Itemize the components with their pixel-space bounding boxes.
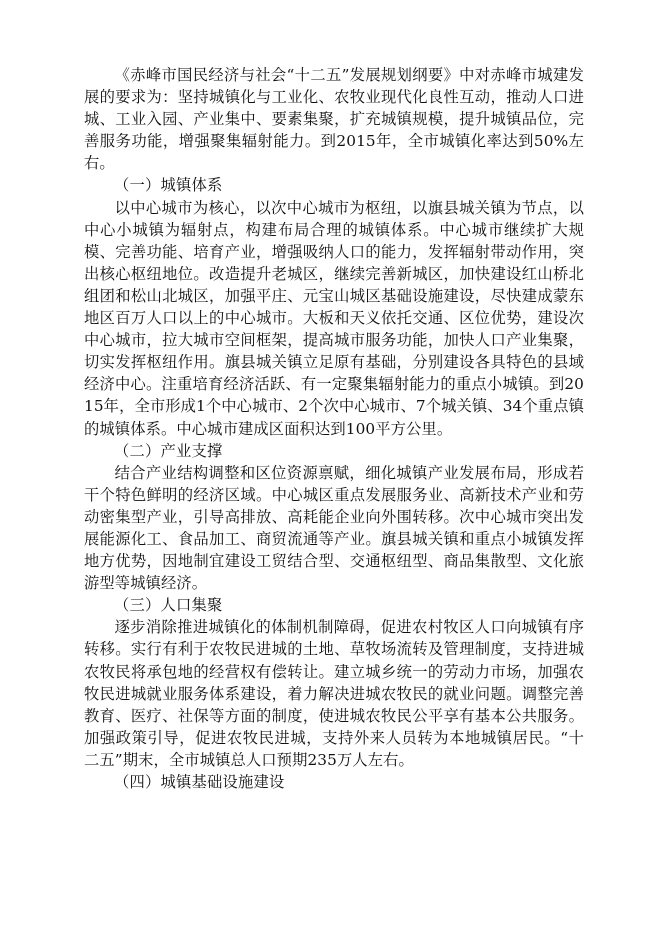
section-heading-population: （三）人口集聚: [114, 596, 223, 615]
document-body: [84, 64, 584, 793]
intro-paragraph: 《赤峰市国民经济与社会“十二五”发展规划纲要》中对赤峰市城建发展的要求为：坚持城镇化与工业化、农牧业现代化良性互动，推动人口进城、工业入园、产业集中、要素集聚，扩充城镇规模，提升城镇品位，完善服务功能，增强聚集辐射能力。到2015年，全市城镇化率达到50%左右。: [84, 66, 584, 173]
section-heading-industry-support: （二）产业支撑: [114, 441, 223, 460]
section-body-urban-system: 以中心城市为核心，以次中心城市为枢纽，以旗县城关镇为节点，以中心小城镇为辐射点，构建布局合理的城镇体系。中心城市继续扩大规模、完善功能、培育产业，增强吸纳人口的能力，发挥辐射带动作用，突出核心枢纽地位。改造提升老城区，继续完善新城区，加快建设红山桥北组团和松山北城区，加强平庄、元宝山城区基础设施建设，尽快建成蒙东地区百万人口以上的中心城市。大板和天义依托交通、区位优势，建设次中心城市，拉大城市空间框架，提高城市服务功能，加快人口产业集聚，切实发挥枢纽作用。旗县城关镇立足原有基础，分别建设各具特色的县域经济中心。注重培育经济活跃、有一定聚集辐射能力的重点小城镇。到2015年，全市形成1个中心城市、2个次中心城市、7个城关镇、34个重点镇的城镇体系。中心城市建成区面积达到100平方公里。: [84, 198, 584, 438]
section-heading-urban-system: （一）城镇体系: [114, 176, 223, 195]
section-body-industry-support: 结合产业结构调整和区位资源禀赋，细化城镇产业发展布局，形成若干个特色鲜明的经济区域。中心城区重点发展服务业、高新技术产业和劳动密集型产业，引导高排放、高耗能企业向外围转移。次中心城市突出发展能源化工、食品加工、商贸流通等产业。旗县城关镇和重点小城镇发挥地方优势，因地制宜建设工贸结合型、交通枢纽型、商品集散型、文化旅游型等城镇经济。: [84, 463, 584, 593]
section-heading-infrastructure: （四）城镇基础设施建设: [114, 773, 285, 791]
section-body-population: 逐步消除推进城镇化的体制机制障碍，促进农村牧区人口向城镇有序转移。实行有利于农牧民进城的土地、草牧场流转及管理制度，支持进城农牧民将承包地的经营权有偿转让。建立城乡统一的劳动力市场，加强农牧民进城就业服务体系建设，着力解决进城农牧民的就业问题。调整完善教育、医疗、社保等方面的制度，使进城农牧民公平享有基本公共服务。加强政策引导，促进农牧民进城，支持外来人员转为本地城镇居民。“十二五”期末，全市城镇总人口预期235万人左右。: [84, 618, 584, 769]
